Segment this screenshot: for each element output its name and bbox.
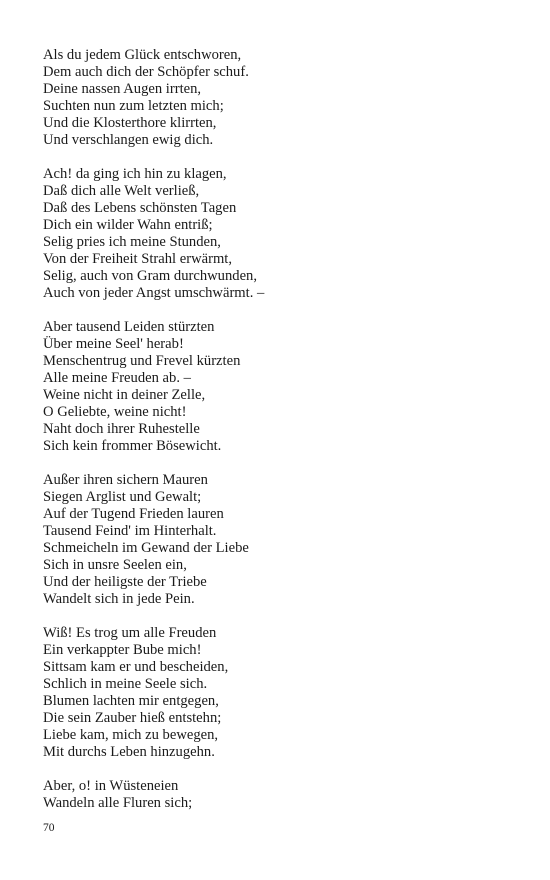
stanza-3 <box>43 319 503 455</box>
poem-line: Schlich in meine Seele sich. <box>43 676 208 692</box>
poem-line: Ach! da ging ich hin zu klagen, <box>43 166 227 182</box>
stanza-5 <box>43 625 503 761</box>
poem-line: Die sein Zauber hieß entstehn; <box>43 710 222 726</box>
page-number: 70 <box>43 822 55 834</box>
poem-line: Weine nicht in deiner Zelle, <box>43 387 206 403</box>
poem-line: Deine nassen Augen irrten, <box>43 81 202 97</box>
poem-line: Naht doch ihrer Ruhestelle <box>43 421 200 437</box>
poem-line: Sich kein frommer Bösewicht. <box>43 438 222 454</box>
poem-line: O Geliebte, weine nicht! <box>43 404 187 420</box>
poem-line: Mit durchs Leben hinzugehn. <box>43 744 215 760</box>
stanza-2 <box>43 166 503 302</box>
poem-line: Außer ihren sichern Mauren <box>43 472 208 488</box>
poem-line: Sich in unsre Seelen ein, <box>43 557 187 573</box>
poem-line: Wandeln alle Fluren sich; <box>43 795 193 811</box>
poem-line: Alle meine Freuden ab. – <box>43 370 191 386</box>
poem-line: Und verschlangen ewig dich. <box>43 132 214 148</box>
poem-line: Liebe kam, mich zu bewegen, <box>43 727 219 743</box>
poem-line: Siegen Arglist und Gewalt; <box>43 489 202 505</box>
poem-line: Wiß! Es trog um alle Freuden <box>43 625 217 641</box>
poem-line: Menschentrug und Frevel kürzten <box>43 353 241 369</box>
poem-line: Dich ein wilder Wahn entriß; <box>43 217 213 233</box>
poem-line: Auch von jeder Angst umschwärmt. – <box>43 285 265 301</box>
stanza-1 <box>43 47 503 149</box>
poem-line: Wandelt sich in jede Pein. <box>43 591 195 607</box>
stanza-4 <box>43 472 503 608</box>
poem-line: Ein verkappter Bube mich! <box>43 642 202 658</box>
poem-line: Daß dich alle Welt verließ, <box>43 183 200 199</box>
poem-line: Tausend Feind' im Hinterhalt. <box>43 523 217 539</box>
poem-line: Aber tausend Leiden stürzten <box>43 319 215 335</box>
poem-line: Sittsam kam er und bescheiden, <box>43 659 229 675</box>
poem-line: Auf der Tugend Frieden lauren <box>43 506 224 522</box>
poem-text <box>43 47 503 829</box>
poem-line: Selig, auch von Gram durchwunden, <box>43 268 257 284</box>
poem-line: Selig pries ich meine Stunden, <box>43 234 221 250</box>
poem-line: Suchten nun zum letzten mich; <box>43 98 224 114</box>
poem-line: Dem auch dich der Schöpfer schuf. <box>43 64 249 80</box>
stanza-6 <box>43 778 503 812</box>
poem-line: Aber, o! in Wüsteneien <box>43 778 179 794</box>
poem-line: Und die Klosterthore klirrten, <box>43 115 217 131</box>
poem-line: Daß des Lebens schönsten Tagen <box>43 200 237 216</box>
poem-line: Und der heiligste der Triebe <box>43 574 207 590</box>
poem-line: Über meine Seel' herab! <box>43 336 184 352</box>
poem-line: Schmeicheln im Gewand der Liebe <box>43 540 249 556</box>
poem-line: Als du jedem Glück entschworen, <box>43 47 242 63</box>
poem-line: Von der Freiheit Strahl erwärmt, <box>43 251 232 267</box>
poem-line: Blumen lachten mir entgegen, <box>43 693 219 709</box>
